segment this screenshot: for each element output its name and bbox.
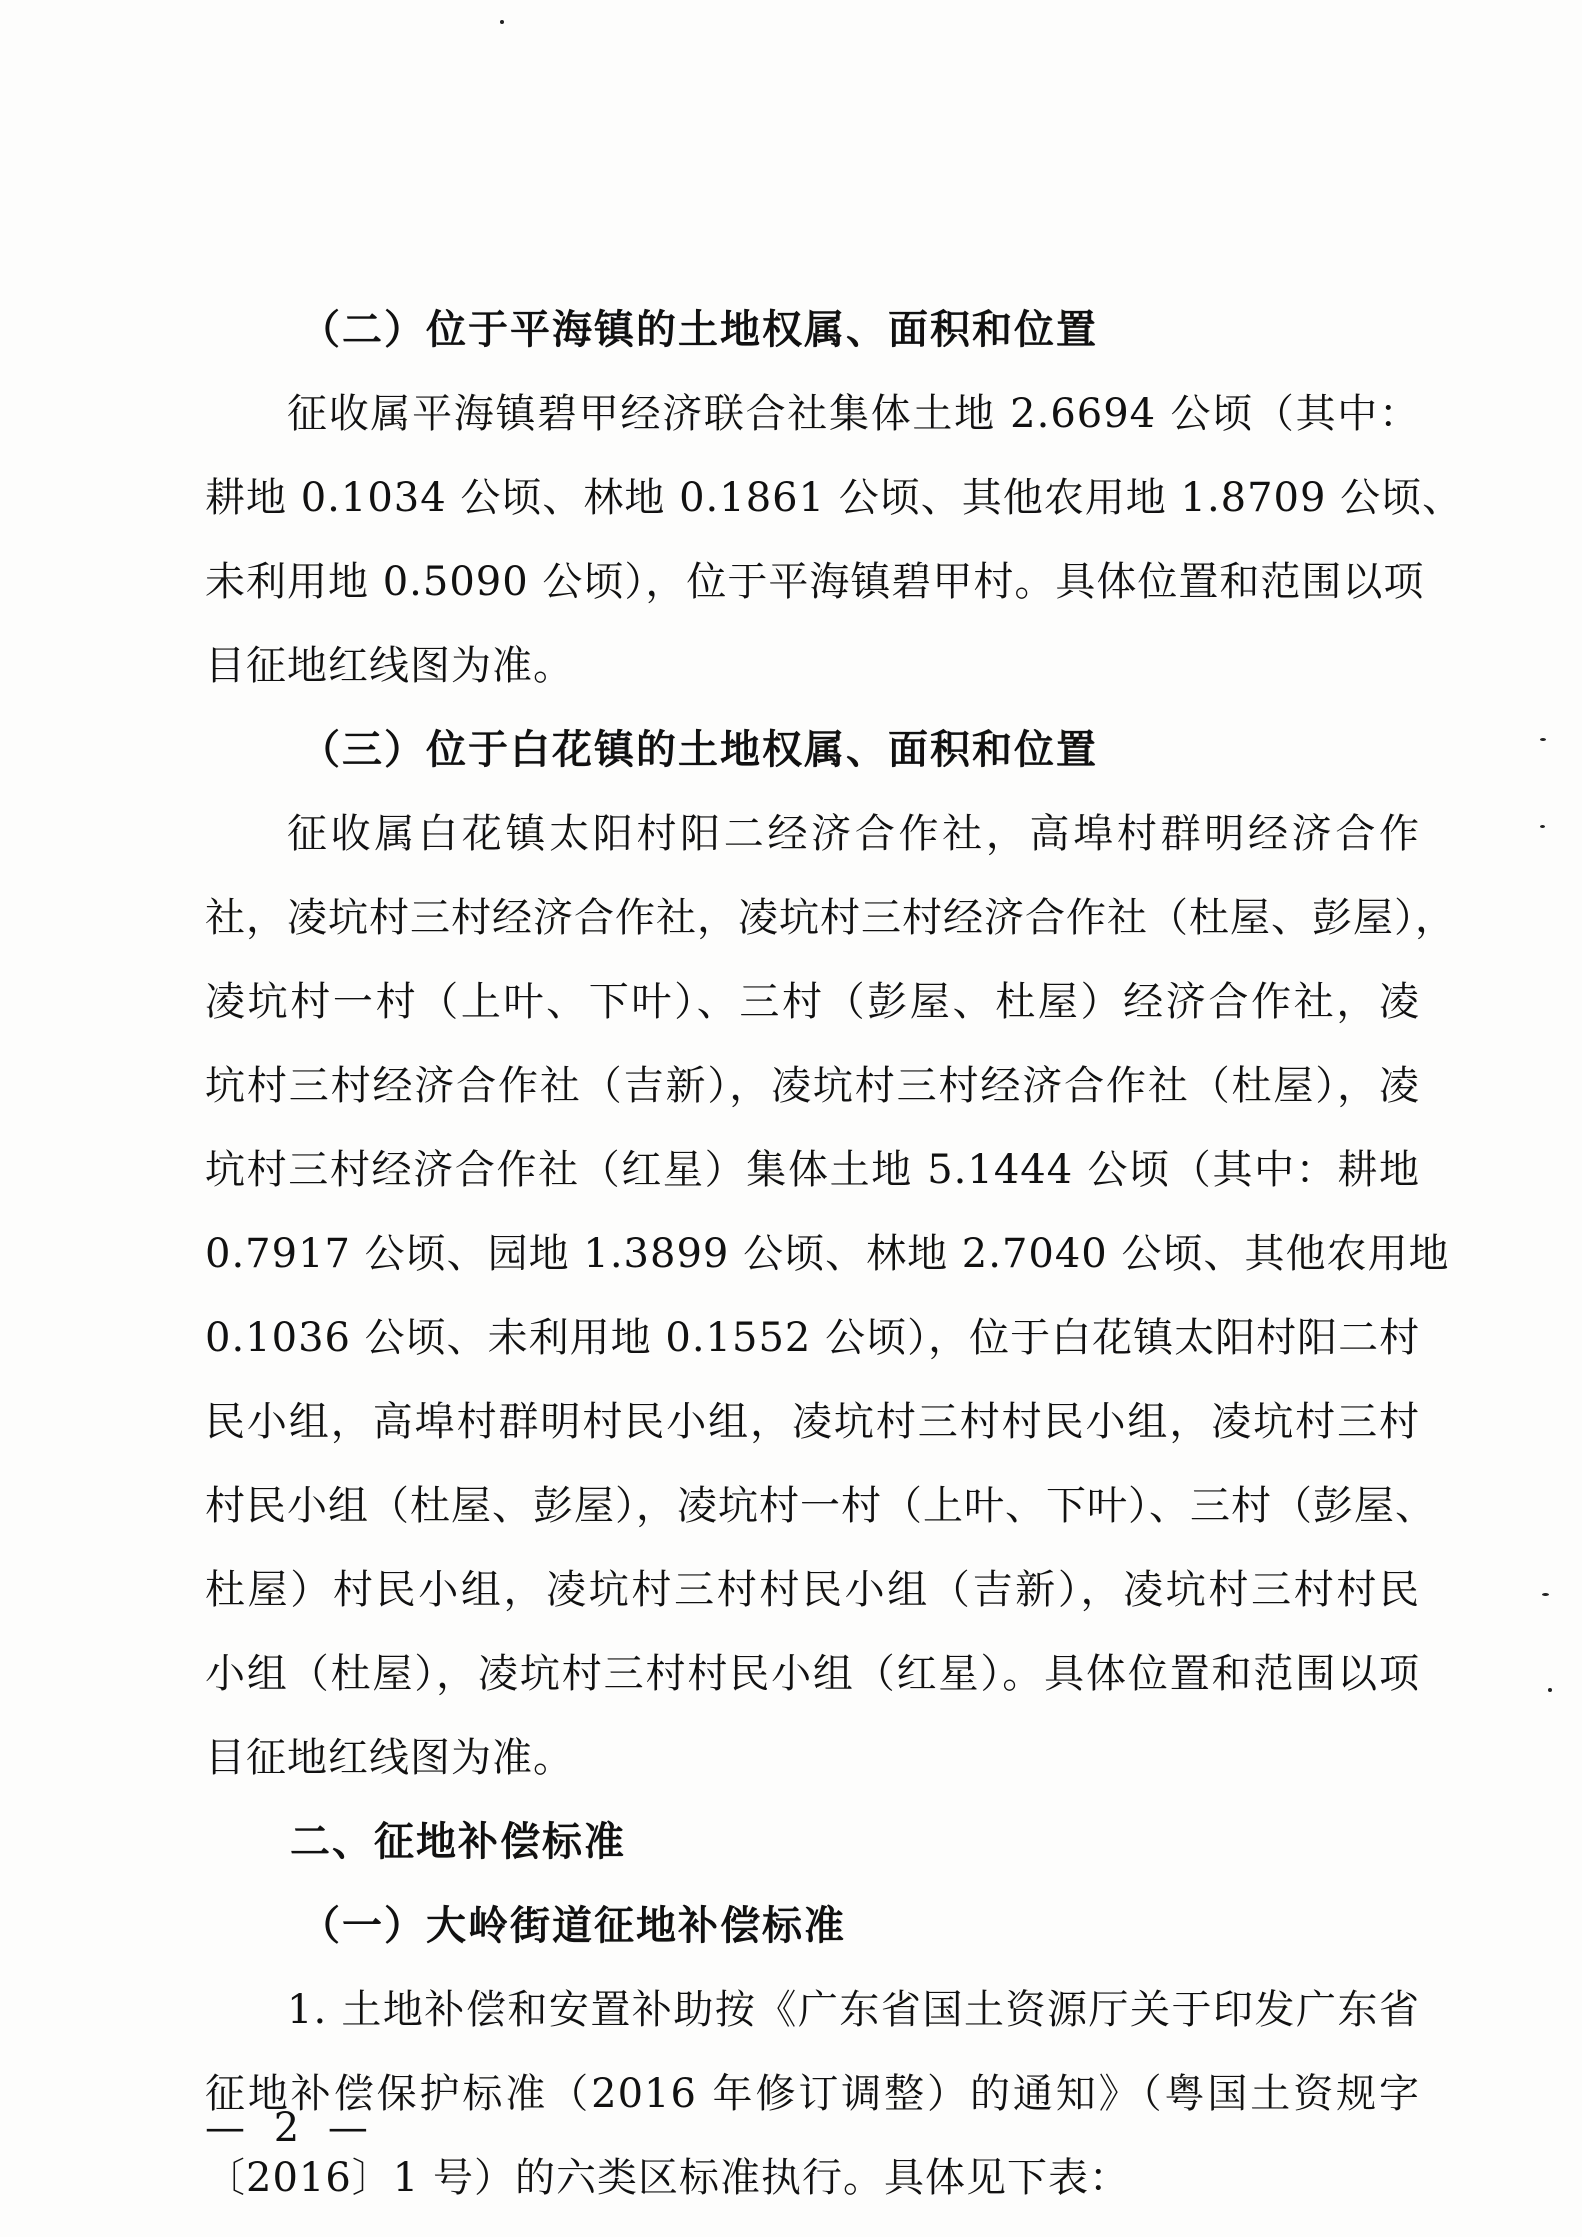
paragraph-line: 小组（杜屋），凌坑村三村村民小组（红星）。具体位置和范围以项 — [205, 1651, 1420, 1697]
scan-speck — [1540, 738, 1546, 741]
paragraph-line: 征地补偿保护标准（2016 年修订调整）的通知》（粤国土资规字 — [205, 2071, 1420, 2117]
paragraph-line: 村民小组（杜屋、彭屋），凌坑村一村（上叶、下叶）、三村（彭屋、 — [205, 1483, 1436, 1529]
paragraph-line: 民小组，高埠村群明村民小组，凌坑村三村村民小组，凌坑村三村 — [205, 1399, 1420, 1445]
scan-speck — [500, 20, 504, 24]
paragraph-line: 坑村三村经济合作社（吉新），凌坑村三村经济合作社（杜屋），凌 — [205, 1063, 1420, 1109]
paragraph-line: 耕地 0.1034 公顷、林地 0.1861 公顷、其他农用地 1.8709 公顷、 — [205, 475, 1464, 521]
section-heading: （二）位于平海镇的土地权属、面积和位置 — [300, 307, 1098, 353]
paragraph-line: 目征地红线图为准。 — [205, 643, 574, 689]
part-heading: 二、征地补偿标准 — [290, 1819, 626, 1865]
section-heading: （三）位于白花镇的土地权属、面积和位置 — [300, 727, 1098, 773]
paragraph-line: 坑村三村经济合作社（红星）集体土地 5.1444 公顷（其中：耕地 — [205, 1147, 1420, 1193]
scan-speck — [1540, 825, 1545, 828]
paragraph-line: 社，凌坑村三村经济合作社，凌坑村三村经济合作社（杜屋、彭屋）， — [205, 895, 1456, 941]
paragraph-line: 征收属白花镇太阳村阳二经济合作社，高埠村群明经济合作 — [287, 811, 1420, 857]
paragraph-line: 0.1036 公顷、未利用地 0.1552 公顷），位于白花镇太阳村阳二村 — [205, 1315, 1421, 1361]
scan-speck — [1542, 1593, 1549, 1596]
page-number: — 2 — — [205, 2105, 376, 2151]
paragraph-line: 征收属平海镇碧甲经济联合社集体土地 2.6694 公顷（其中： — [287, 391, 1420, 437]
document-body — [205, 288, 1464, 2220]
paragraph-line: 未利用地 0.5090 公顷），位于平海镇碧甲村。具体位置和范围以项 — [205, 559, 1425, 605]
scan-speck — [1548, 1688, 1552, 1692]
paragraph-line: 凌坑村一村（上叶、下叶）、三村（彭屋、杜屋）经济合作社，凌 — [205, 979, 1420, 1025]
paragraph-line: 目征地红线图为准。 — [205, 1735, 574, 1781]
paragraph-line: 0.7917 公顷、园地 1.3899 公顷、林地 2.7040 公顷、其他农用地 — [205, 1231, 1450, 1277]
paragraph-line: 杜屋）村民小组，凌坑村三村村民小组（吉新），凌坑村三村村民 — [205, 1567, 1420, 1613]
paragraph-line: 1. 土地补偿和安置补助按《广东省国土资源厅关于印发广东省 — [287, 1987, 1420, 2033]
subsection-heading: （一）大岭街道征地补偿标准 — [300, 1903, 846, 1949]
paragraph-line: 〔2016〕1 号）的六类区标准执行。具体见下表： — [205, 2155, 1130, 2201]
